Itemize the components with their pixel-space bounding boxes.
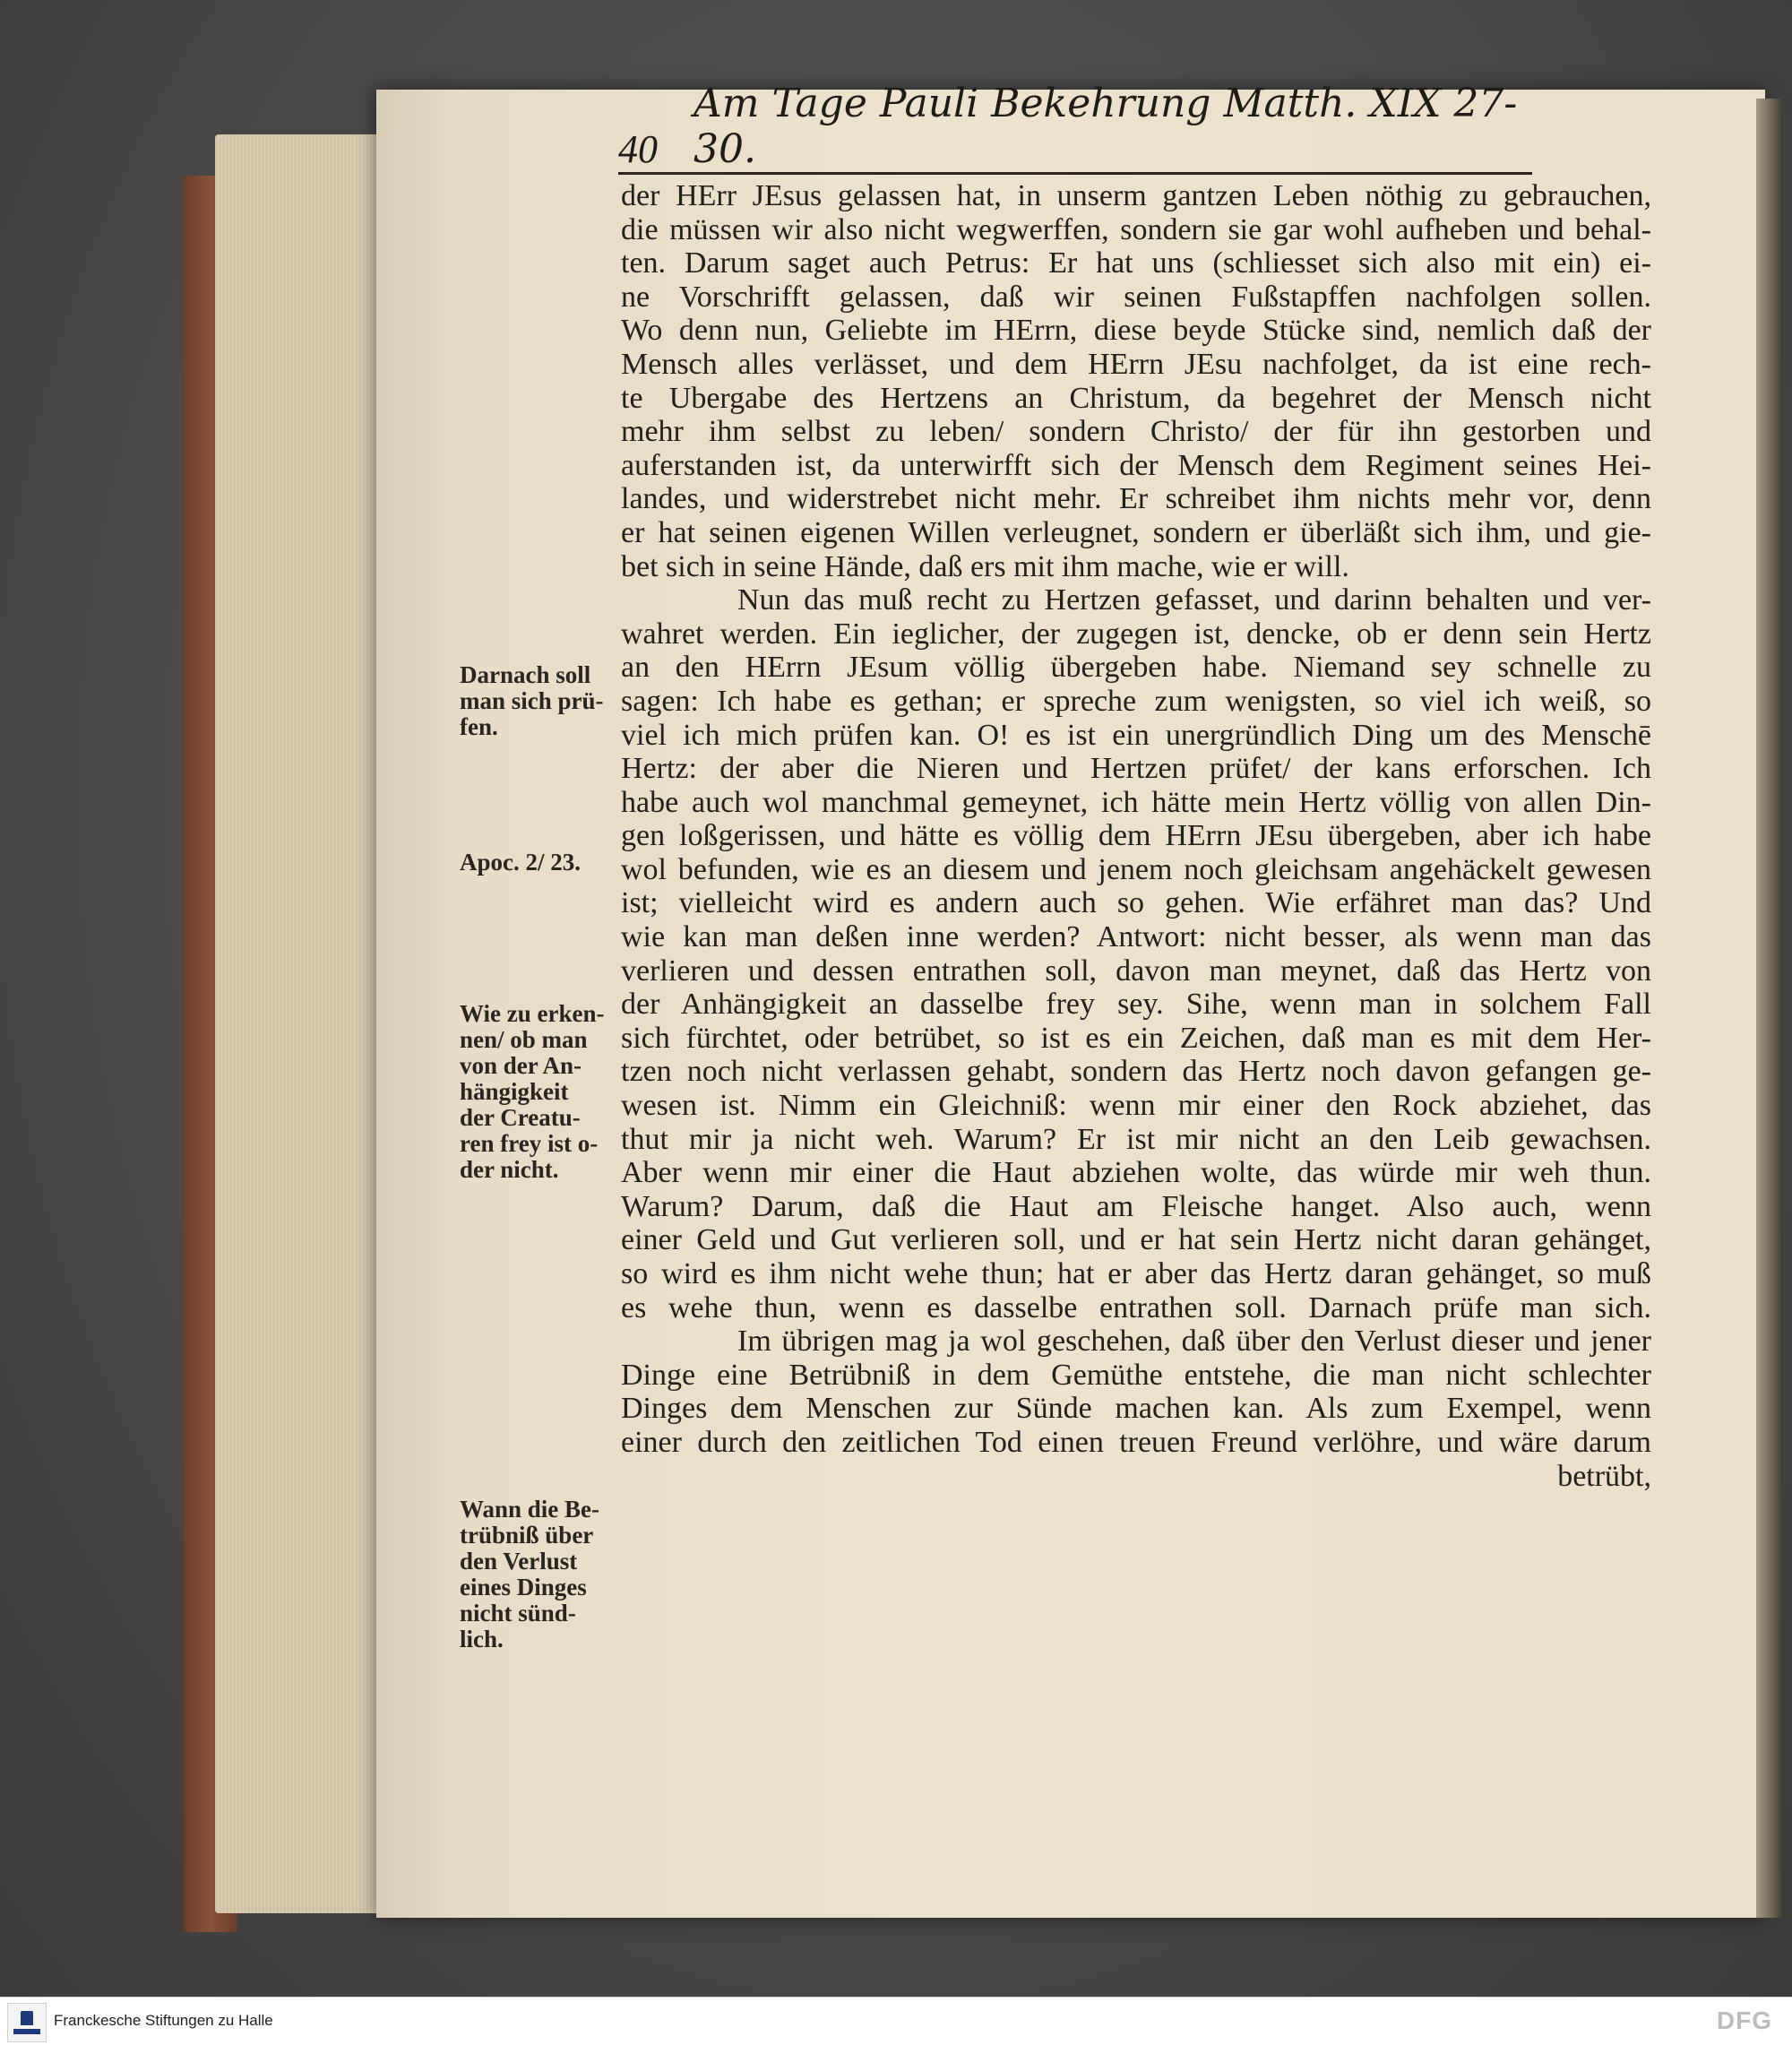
text-line: bet sich in seine Hände, daß ers mit ihm mache, wie er will. — [621, 549, 1349, 583]
text-line: tzen noch nicht verlassen gehabt, sondern das Hertz noch davon gefangen ge- — [621, 1055, 1651, 1089]
text-line: gen loßgerissen, und hätte es völlig dem HErrn JEsu übergeben, aber ich habe — [621, 819, 1651, 853]
margin-note-line: Darnach soll — [460, 661, 591, 688]
text-line: an den HErrn JEsum völlig übergeben habe. Niemand sey schnelle zu — [621, 651, 1651, 685]
text-line: Hertz: der aber die Nieren und Hertzen prüfet/ der kans erforschen. Ich — [621, 752, 1651, 786]
text-line: viel ich mich prüfen kan. O! es ist ein unergründlich Ding um des Menschē — [621, 718, 1651, 752]
text-line: auferstanden ist, da unterwirfft sich der Mensch dem Regiment seines Hei- — [621, 448, 1651, 482]
margin-note-line: den Verlust — [460, 1548, 578, 1575]
running-title: Am Tage Pauli Bekehrung Matth. XIX 27-30. — [694, 81, 1518, 172]
text-line: der HErr JEsus gelassen hat, in unserm gantzen Leben nöthig zu gebrauchen, — [621, 179, 1651, 212]
text-line: sagen: Ich habe es gethan; er spreche zum wenigsten, so viel ich weiß, so — [621, 684, 1651, 718]
institution-name[interactable]: Franckesche Stiftungen zu Halle — [54, 2012, 273, 2029]
text-line: landes, und widerstrebet nicht mehr. Er schreibet ihm nichts mehr vor, denn — [621, 482, 1651, 516]
body-text — [621, 179, 1651, 1493]
text-line: ten. Darum saget auch Petrus: Er hat uns (schliesset sich also mit ein) ei- — [621, 246, 1651, 280]
margin-note-line: hängigkeit — [460, 1078, 569, 1105]
page-number: 40 — [618, 127, 658, 171]
margin-note-line: der Creatu- — [460, 1104, 581, 1131]
dfg-logo: DFG — [1716, 2006, 1772, 2034]
text-line: einer Geld und Gut verlieren soll, und er hat sein Hertz nicht daran gehänget, — [621, 1223, 1651, 1257]
margin-note-line: fen. — [460, 713, 498, 740]
viewer-footer — [0, 1997, 1792, 2045]
text-line: Aber wenn mir einer die Haut abziehen wolte, das würde mir weh thun. — [621, 1156, 1651, 1190]
margin-note-line: nicht sünd- — [460, 1600, 576, 1627]
margin-note-line: der nicht. — [460, 1156, 559, 1183]
margin-note-line: ren frey ist o- — [460, 1130, 599, 1157]
margin-note-line: nen/ ob man — [460, 1026, 588, 1053]
book-page-edges — [215, 134, 394, 1913]
text-line: ist; vielleicht wird es andern auch so gehen. Wie erfähret man das? Und — [621, 886, 1651, 920]
text-line: Im übrigen mag ja wol geschehen, daß über den Verlust dieser und jener — [737, 1325, 1651, 1359]
text-line: er hat seinen eigenen Willen verleugnet, sondern er überläßt sich ihm, und gie- — [621, 515, 1651, 549]
margin-note-line: von der An- — [460, 1052, 582, 1079]
text-line: sich fürchtet, oder betrübet, so ist es ein Zeichen, daß man es mit dem Her- — [621, 1021, 1651, 1055]
text-line: Nun das muß recht zu Hertzen gefasset, und darinn behalten und ver- — [737, 583, 1651, 617]
text-line: wahret werden. Ein ieglicher, der zugegen ist, dencke, ob er denn sein Hertz — [621, 617, 1651, 651]
margin-note-line: eines Dinges — [460, 1574, 587, 1601]
text-line: einer durch den zeitlichen Tod einen treuen Freund verlöhre, und wäre darum — [621, 1425, 1651, 1459]
text-line: wol befunden, wie es an diesem und jenem noch gleichsam angehäckelt gewesen — [621, 852, 1651, 886]
text-line: wie kan man deßen inne werden? Antwort: nicht besser, als wenn man das — [621, 920, 1651, 954]
text-line: es wehe thun, wenn es dasselbe entrathen soll. Darnach prüfe man sich. — [621, 1290, 1651, 1325]
running-head — [618, 81, 1532, 175]
text-line: Dinges dem Menschen zur Sünde machen kan. Als zum Exempel, wenn — [621, 1392, 1651, 1426]
text-line: die müssen wir also nicht wegwerffen, sondern sie gar wohl aufheben und behal- — [621, 212, 1651, 246]
margin-note-pruefen — [460, 662, 639, 740]
text-line: thut mir ja nicht weh. Warum? Er ist mir nicht an den Leib gewachsen. — [621, 1122, 1651, 1156]
margin-note-line: Apoc. 2/ 23. — [460, 849, 581, 876]
margin-note-line: Wann die Be- — [460, 1496, 600, 1523]
text-line: habe auch wol manchmal gemeynet, ich hätte mein Hertz völlig von allen Din- — [621, 785, 1651, 819]
text-line: ne Vorschrifft gelassen, daß wir seinen Fußstapffen nachfolgen sollen. — [621, 280, 1651, 314]
margin-note-line: man sich prü- — [460, 687, 604, 714]
margin-note-anhaengigkeit — [460, 1001, 639, 1183]
text-line: Dinge eine Betrübniß in dem Gemüthe entstehe, die man nicht schlechter — [621, 1358, 1651, 1392]
text-line: der Anhängigkeit an dasselbe frey sey. Sihe, wenn man in solchem Fall — [621, 988, 1651, 1022]
book-gutter — [1756, 99, 1783, 1918]
text-line: mehr ihm selbst zu leben/ sondern Christo/ der für ihn gestorben und — [621, 415, 1651, 449]
text-line: Mensch alles verlässet, und dem HErrn JEsu nachfolget, da ist eine rech- — [621, 347, 1651, 381]
margin-note-line: Wie zu erken- — [460, 1000, 605, 1027]
institution-logo-icon[interactable] — [7, 2003, 47, 2042]
margin-note-apoc — [460, 850, 639, 876]
text-line: verlieren und dessen entrathen soll, davon man meynet, daß das Hertz von — [621, 953, 1651, 988]
text-line: so wird es ihm nicht wehe thun; hat er aber das Hertz daran gehänget, so muß — [621, 1257, 1651, 1290]
text-line: Wo denn nun, Geliebte im HErrn, diese beyde Stücke sind, nemlich daß der — [621, 314, 1651, 348]
text-line: te Ubergabe des Hertzens an Christum, da begehret der Mensch nicht — [621, 381, 1651, 415]
text-line: Warum? Darum, daß die Haut am Fleische hanget. Also auch, wenn — [621, 1189, 1651, 1223]
margin-note-betruebnis — [460, 1497, 639, 1652]
margin-note-line: lich. — [460, 1626, 504, 1652]
catchword: betrübt, — [1557, 1459, 1651, 1493]
text-line: wesen ist. Nimm ein Gleichniß: wenn mir einer den Rock abziehet, das — [621, 1089, 1651, 1123]
margin-note-line: trübniß über — [460, 1522, 594, 1549]
